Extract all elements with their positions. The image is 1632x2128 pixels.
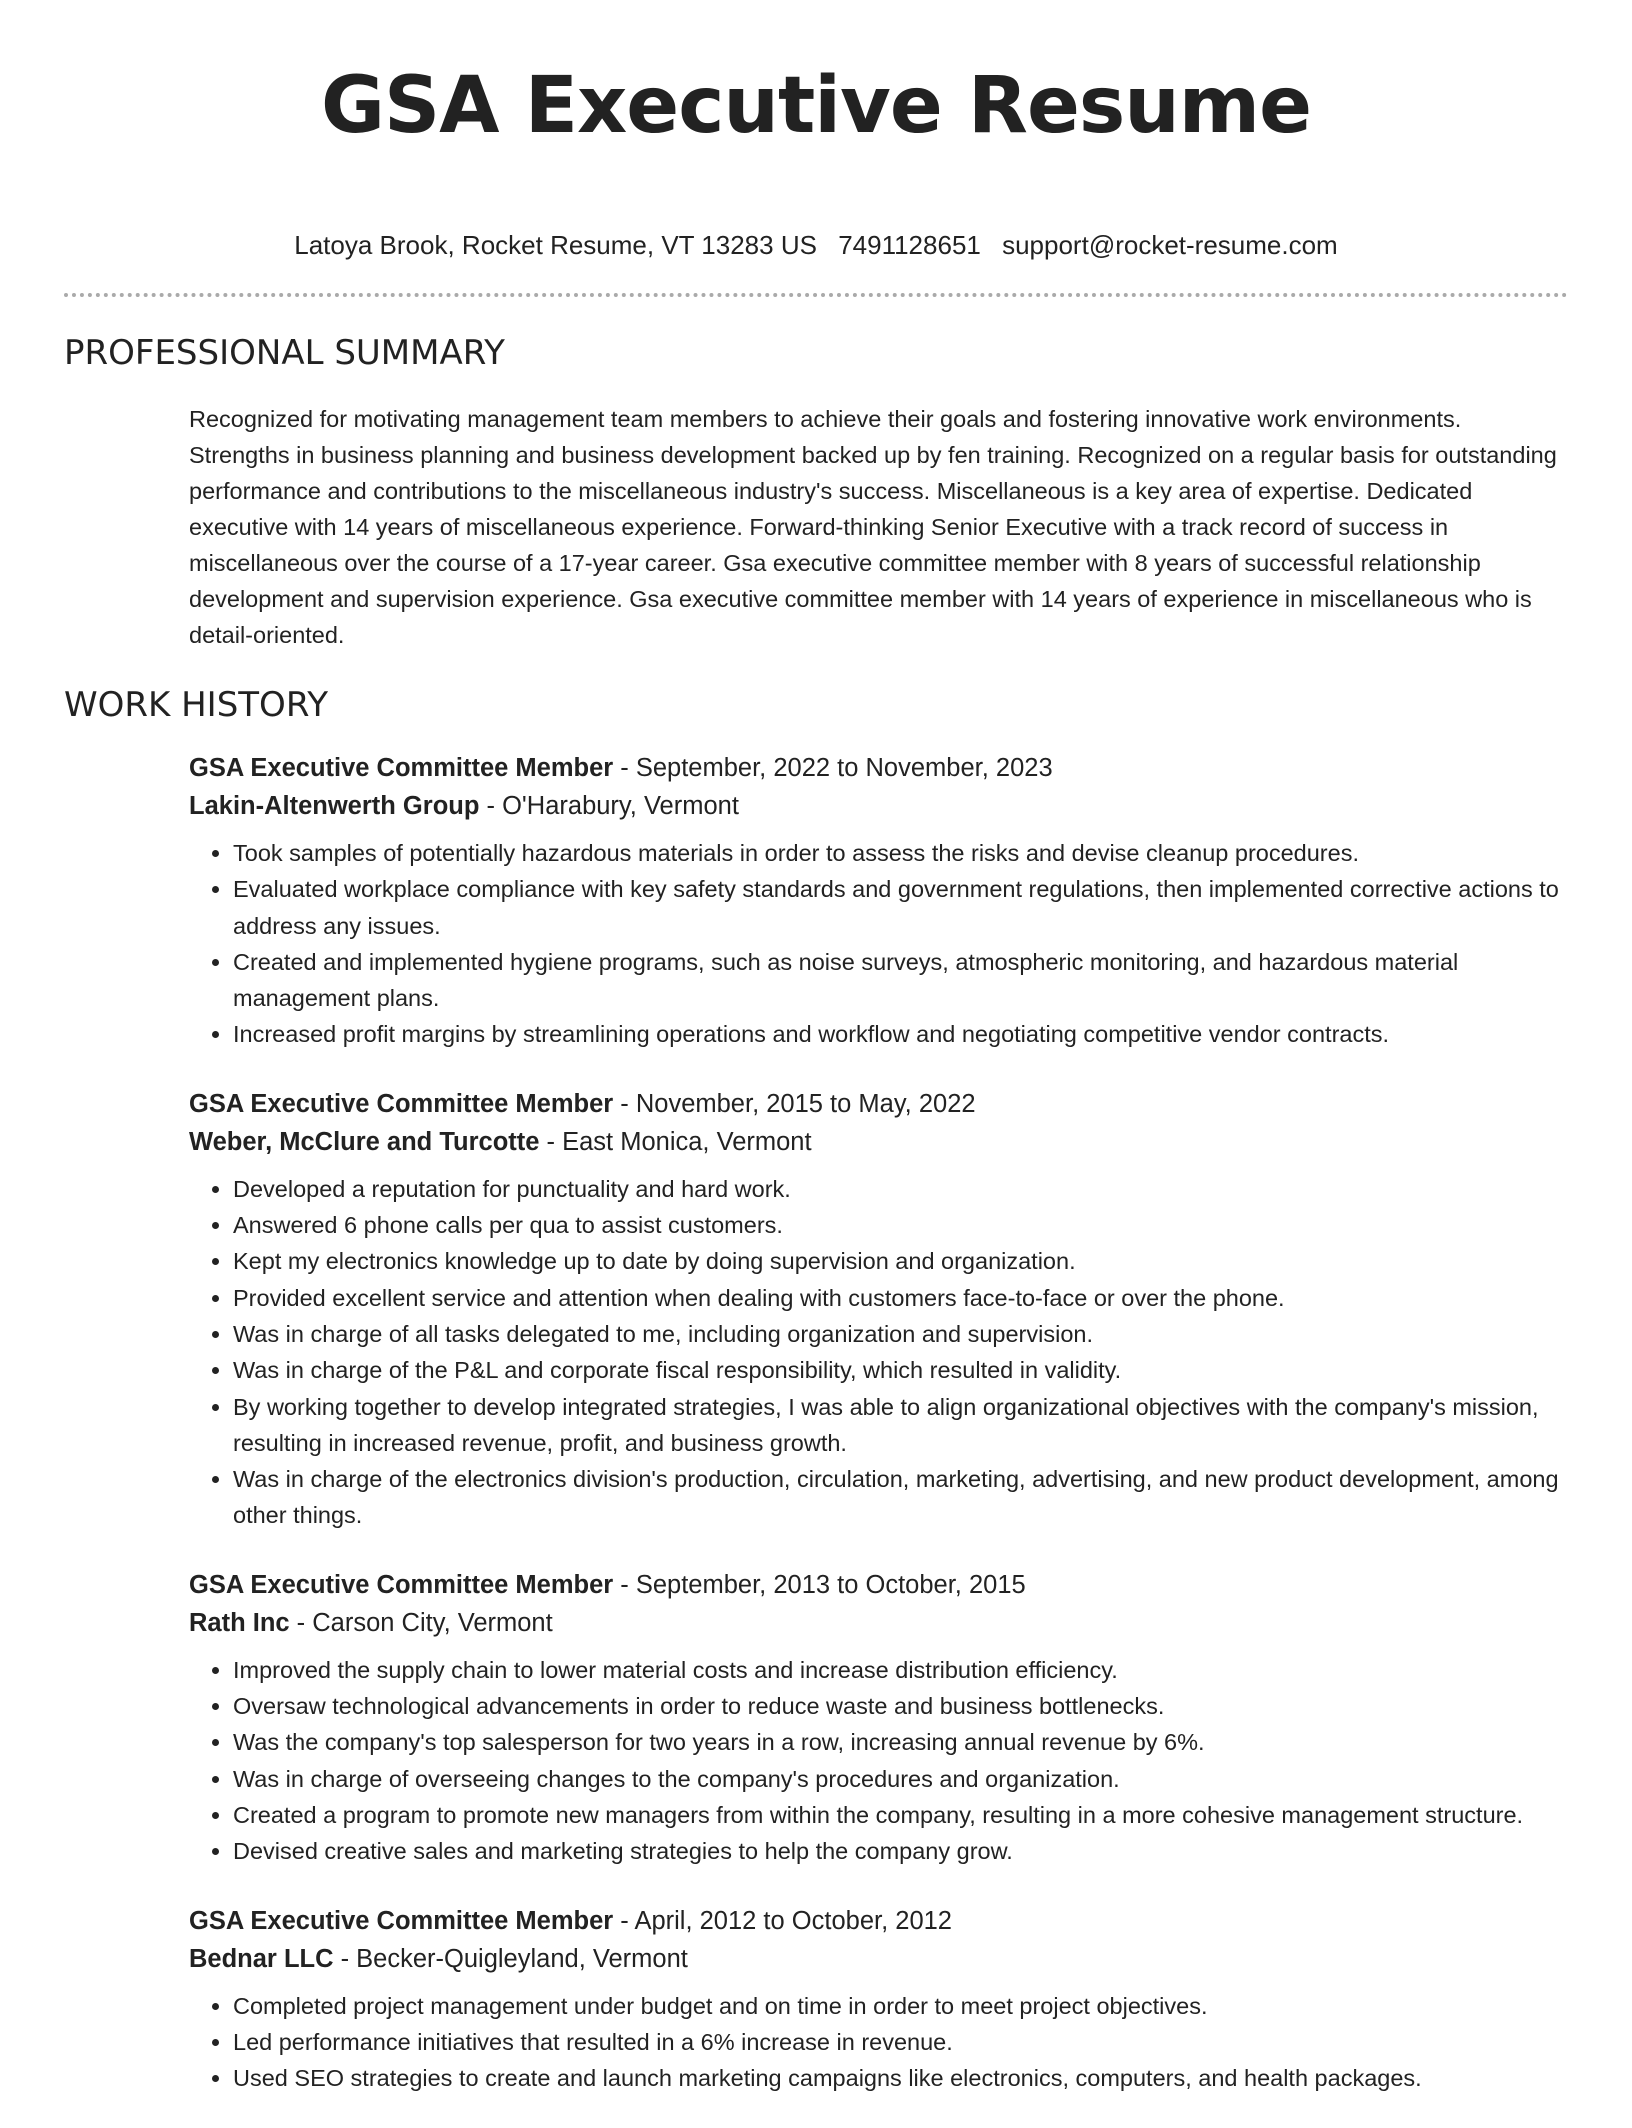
job-company-line (189, 1940, 1568, 1978)
summary-heading: PROFESSIONAL SUMMARY (64, 333, 505, 373)
header-divider (64, 293, 1568, 297)
job-company-line (189, 1604, 1568, 1642)
contact-address: Latoya Brook, Rocket Resume, VT 13283 US (294, 230, 817, 260)
job-entry (189, 749, 1568, 1053)
job-location: - O'Harabury, Vermont (479, 792, 739, 820)
bullet-item: • Created a program to promote new managers from within the company, resulting in a more cohesive management structure. (233, 1797, 1568, 1833)
job-entry (189, 1902, 1568, 2097)
job-dates: - September, 2013 to October, 2015 (613, 1570, 1026, 1599)
job-dates: - September, 2022 to November, 2023 (613, 754, 1053, 782)
bullet-item: • Led performance initiatives that resulted in a 6% increase in revenue. (233, 2024, 1568, 2060)
job-company: Bednar LLC (189, 1944, 334, 1973)
job-bullets (189, 1988, 1568, 2097)
job-title: GSA Executive Committee Member (189, 1089, 614, 1118)
job-company-line (189, 1123, 1568, 1161)
job-location: - Carson City, Vermont (289, 1608, 553, 1637)
job-company: Rath Inc (189, 1608, 290, 1637)
job-location: - East Monica, Vermont (539, 1127, 812, 1156)
bullet-item: • Was in charge of the P&L and corporate fiscal responsibility, which resulted in validity. (233, 1352, 1568, 1388)
job-title: GSA Executive Committee Member (189, 754, 614, 782)
job-dates: - November, 2015 to May, 2022 (613, 1089, 976, 1118)
job-company-line (189, 787, 1568, 825)
resume-page (64, 0, 1568, 2128)
contact-email: support@rocket-resume.com (1002, 230, 1338, 260)
job-entry (189, 1566, 1568, 1870)
bullet-item: • Completed project management under budget and on time in order to meet project objectives. (233, 1988, 1568, 2024)
bullet-item: • By working together to develop integrated strategies, I was able to align organizational objectives with the company's mission, resulting in increased revenue, profit, and business growth. (233, 1389, 1568, 1462)
job-title: GSA Executive Committee Member (189, 1906, 614, 1935)
job-dates: - April, 2012 to October, 2012 (613, 1906, 952, 1935)
bullet-item: • Kept my electronics knowledge up to date by doing supervision and organization. (233, 1243, 1568, 1279)
bullet-item: • Evaluated workplace compliance with key safety standards and government regulations, then implemented corrective actions to address any issues. (233, 871, 1568, 944)
bullet-item: • Improved the supply chain to lower material costs and increase distribution efficiency. (233, 1652, 1568, 1688)
bullet-item: • Created and implemented hygiene programs, such as noise surveys, atmospheric monitoring, and hazardous material management plans. (233, 944, 1568, 1017)
bullet-item: • Was in charge of all tasks delegated to me, including organization and supervision. (233, 1316, 1568, 1352)
job-location: - Becker-Quigleyland, Vermont (333, 1944, 688, 1973)
contact-line (64, 228, 1568, 262)
bullet-item: • Provided excellent service and attention when dealing with customers face-to-face or over the phone. (233, 1280, 1568, 1316)
job-company: Lakin-Altenwerth Group (189, 792, 480, 820)
work-history-heading: WORK HISTORY (64, 685, 329, 725)
bullet-item: • Oversaw technological advancements in order to reduce waste and business bottlenecks. (233, 1688, 1568, 1724)
bullet-item: • Took samples of potentially hazardous materials in order to assess the risks and devise cleanup procedures. (233, 835, 1568, 871)
work-history-list (189, 749, 1568, 2096)
job-bullets (189, 1652, 1568, 1870)
job-title-line (189, 1566, 1568, 1604)
job-title-line (189, 1902, 1568, 1940)
job-title-line (189, 749, 1568, 787)
summary-text: Recognized for motivating management team members to achieve their goals and fostering innovative work environments. Strengths in business planning and business development backed up by fen training. Recognized on a regular basis for outstanding performance and contributions to the miscellaneous industry's success. Miscellaneous is a key area of expertise. Dedicated executive with 14 years of miscellaneous experience. Forward-thinking Senior Executive with a track record of success in miscellaneous over the course of a 17-year career. Gsa executive committee member with 8 years of successful relationship development and supervision experience. Gsa executive committee member with 14 years of experience in miscellaneous who is detail-oriented. (189, 406, 1557, 648)
contact-phone: 7491128651 (838, 230, 981, 260)
job-bullets (189, 835, 1568, 1053)
job-company: Weber, McClure and Turcotte (189, 1127, 540, 1156)
bullet-item: • Was in charge of overseeing changes to the company's procedures and organization. (233, 1761, 1568, 1797)
bullet-item: • Devised creative sales and marketing strategies to help the company grow. (233, 1833, 1568, 1869)
job-title-line (189, 1085, 1568, 1123)
bullet-item: • Was the company's top salesperson for two years in a row, increasing annual revenue by 6%. (233, 1724, 1568, 1760)
bullet-item: • Used SEO strategies to create and launch marketing campaigns like electronics, computers, and health packages. (233, 2060, 1568, 2096)
job-bullets (189, 1171, 1568, 1534)
bullet-item: • Developed a reputation for punctuality and hard work. (233, 1171, 1568, 1207)
bullet-item: • Answered 6 phone calls per qua to assist customers. (233, 1207, 1568, 1243)
bullet-item: • Was in charge of the electronics division's production, circulation, marketing, advertising, and new product development, among other things. (233, 1461, 1568, 1534)
job-entry (189, 1085, 1568, 1534)
job-title: GSA Executive Committee Member (189, 1570, 614, 1599)
page-title: GSA Executive Resume (320, 61, 1311, 151)
bullet-item: • Increased profit margins by streamlining operations and workflow and negotiating competitive vendor contracts. (233, 1016, 1568, 1052)
